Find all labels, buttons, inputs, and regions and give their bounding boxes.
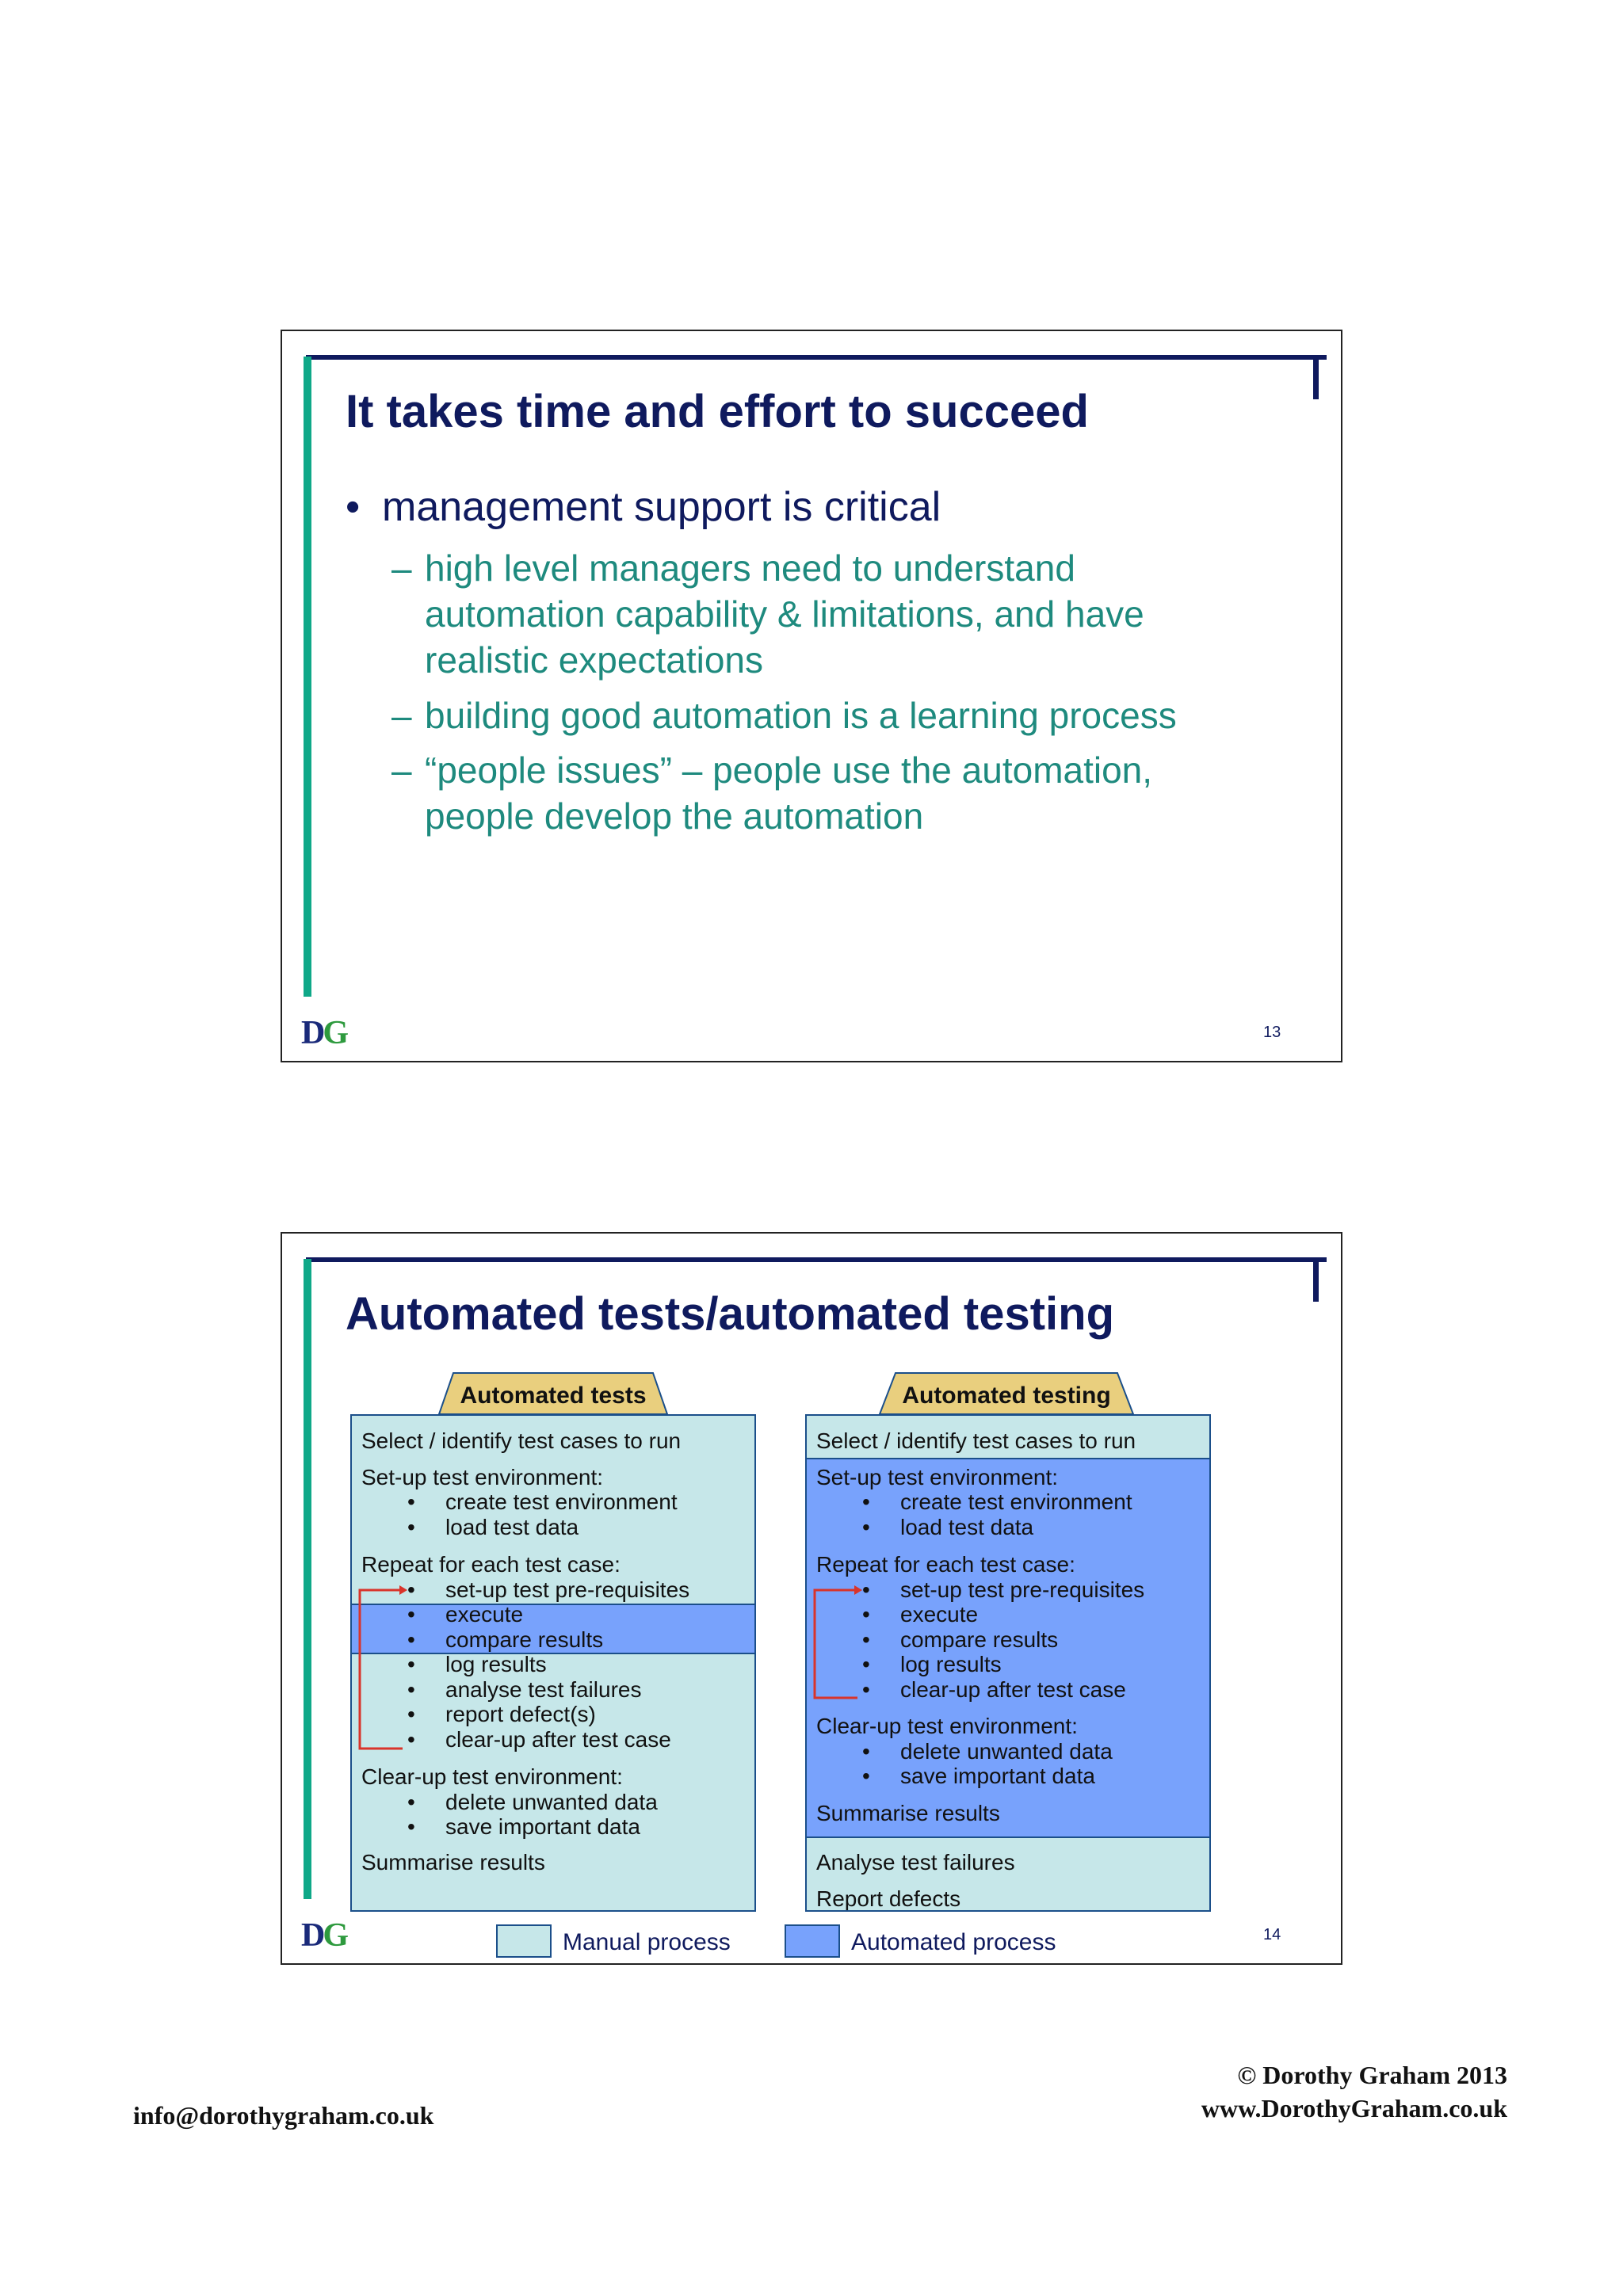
step-clearup: Clear-up test environment:: [816, 1714, 1078, 1738]
step-analyse: Analyse test failures: [816, 1850, 1015, 1875]
step-report: Report defects: [816, 1886, 961, 1911]
step-repeat: Repeat for each test case:: [816, 1552, 1075, 1577]
step-repeat: Repeat for each test case:: [361, 1552, 621, 1577]
sub-bullet: [391, 747, 1152, 839]
slide-title: Automated tests/automated testing: [346, 1288, 1114, 1340]
bullet-text: management support is critical: [382, 484, 941, 530]
sub-bullet-text: high level managers need to understand automation capability & limitations, and have realistic expectations: [425, 547, 1144, 681]
slide-frame-top-bar: [306, 355, 1327, 360]
bullet-item: [346, 483, 941, 531]
legend-automated-swatch: [785, 1924, 840, 1958]
list-item: • log results: [407, 1652, 547, 1676]
dash-icon: –: [391, 749, 412, 791]
step-select: Select / identify test cases to run: [816, 1428, 1136, 1453]
sub-bullet: [391, 692, 1177, 738]
list-item: • delete unwanted data: [407, 1790, 658, 1814]
sub-bullet-text: building good automation is a learning process: [425, 695, 1177, 736]
step-setup: Set-up test environment:: [816, 1465, 1059, 1489]
slide-title: It takes time and effort to succeed: [346, 386, 1089, 437]
list-item: • clear-up after test case: [407, 1727, 671, 1752]
list-item: • delete unwanted data: [862, 1739, 1113, 1764]
slide-frame-left-bar: [304, 1259, 311, 1899]
step-setup: Set-up test environment:: [361, 1465, 604, 1489]
list-item: • analyse test failures: [407, 1677, 642, 1702]
page-number: 14: [1263, 1926, 1281, 1943]
bullet-dot-icon: •: [346, 484, 361, 530]
list-item: • log results: [862, 1652, 1002, 1676]
legend-automated-label: Automated process: [851, 1929, 1056, 1955]
footer-website: www.DorothyGraham.co.uk: [1201, 2094, 1507, 2122]
slide-frame-right-bar: [1313, 355, 1319, 399]
dg-logo: DG: [301, 1917, 347, 1954]
slide-frame-right-bar: [1313, 1257, 1319, 1302]
footer-right: [1201, 2058, 1507, 2125]
step-select: Select / identify test cases to run: [361, 1428, 682, 1453]
legend-manual-label: Manual process: [563, 1929, 731, 1955]
tab-label: Automated testing: [902, 1383, 1111, 1409]
footer-copyright: © Dorothy Graham 2013: [1237, 2061, 1507, 2089]
list-item: • set-up test pre-requisites: [407, 1577, 690, 1602]
list-item: • clear-up after test case: [862, 1677, 1126, 1702]
list-item: • compare results: [862, 1627, 1059, 1652]
page-number: 13: [1263, 1024, 1281, 1041]
step-clearup: Clear-up test environment:: [361, 1764, 623, 1789]
list-item: • save important data: [407, 1814, 640, 1839]
automated-tests-panel: [350, 1414, 756, 1912]
list-item: • set-up test pre-requisites: [862, 1577, 1145, 1602]
list-item: • execute: [407, 1602, 524, 1627]
dg-logo: DG: [301, 1015, 347, 1051]
list-item: • create test environment: [862, 1489, 1132, 1514]
legend-manual-swatch: [496, 1924, 552, 1958]
footer-email: info@dorothygraham.co.uk: [133, 2101, 434, 2130]
slide-frame-top-bar: [306, 1257, 1327, 1262]
list-item: • execute: [862, 1602, 979, 1627]
list-item: • compare results: [407, 1627, 604, 1652]
list-item: • load test data: [862, 1515, 1034, 1539]
step-summarise: Summarise results: [816, 1801, 1000, 1825]
sub-bullet: [391, 545, 1144, 683]
dash-icon: –: [391, 695, 412, 736]
slide-frame-left-bar: [304, 357, 311, 997]
automated-testing-panel: [805, 1414, 1211, 1912]
automated-tests-tab: [437, 1371, 669, 1416]
loop-arrow-icon: [352, 1416, 756, 1912]
list-item: • save important data: [862, 1764, 1095, 1788]
slide-13: [281, 330, 1342, 1062]
list-item: • create test environment: [407, 1489, 678, 1514]
sub-bullet-text: “people issues” – people use the automation, people develop the automation: [425, 749, 1153, 837]
tab-label: Automated tests: [460, 1383, 647, 1409]
step-summarise: Summarise results: [361, 1850, 545, 1875]
slide-14: [281, 1232, 1342, 1965]
list-item: • load test data: [407, 1515, 579, 1539]
automated-testing-tab: [878, 1371, 1135, 1416]
list-item: • report defect(s): [407, 1702, 596, 1726]
loop-arrow-icon: [807, 1416, 1211, 1912]
dash-icon: –: [391, 547, 412, 589]
